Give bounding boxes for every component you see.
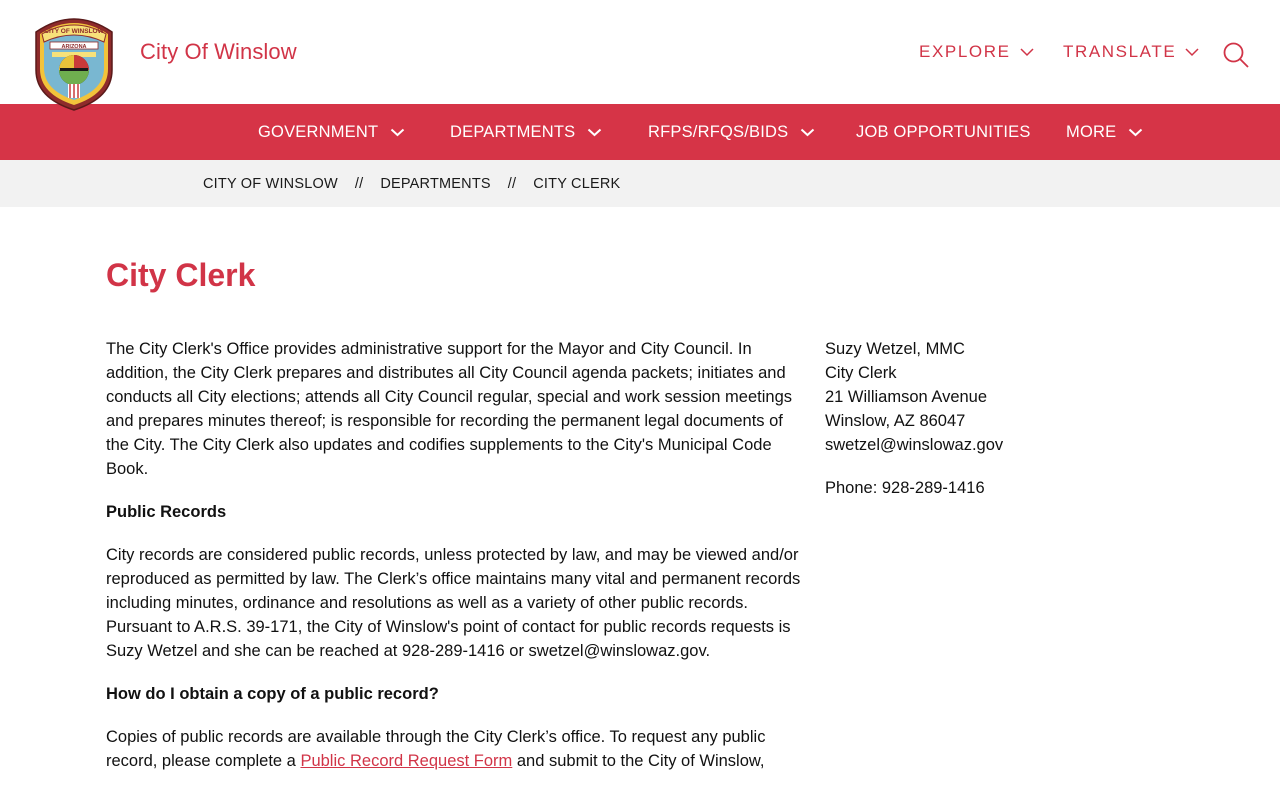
breadcrumb-separator: // — [507, 175, 517, 192]
nav-item-label: JOB OPPORTUNITIES — [856, 122, 1031, 141]
public-records-paragraph: City records are considered public records, unless protected by law, and may be viewed and/or reproduced as permitted by law. The Clerk’s office maintains many vital and permanent records including minutes, ordinance and resolutions as well as a variety of other public records. Pursuant to A.R.S. 39-171, the City of Winslow's point of contact for public records requests is Suzy Wetzel and she can be reached at 928-289-1416 or swetzel@winslowaz.gov. — [106, 546, 801, 660]
site-title-link[interactable]: City Of Winslow — [140, 39, 297, 64]
breadcrumb-departments-link[interactable]: DEPARTMENTS — [380, 175, 491, 192]
search-icon[interactable] — [1222, 41, 1250, 69]
explore-menu[interactable] — [919, 42, 1034, 62]
breadcrumb-bar — [0, 160, 1280, 207]
intro-paragraph: The City Clerk's Office provides administrative support for the Mayor and City Council. In addition, the City Clerk prepares and distributes all City Council agenda packets; initiates and conducts all City elections; attends all City Council regular, special and work session meetings and prepares minutes thereof; is responsible for recording the permanent legal documents of the City. The City Clerk also updates and codifies supplements to the City's Municipal Code Book. — [106, 340, 792, 478]
chevron-down-icon — [587, 128, 602, 137]
obtain-record-heading: How do I obtain a copy of a public record? — [106, 685, 439, 703]
obtain-text-before: Copies of public records are available through the City Clerk’s office. To request any public record, please complete a — [106, 728, 766, 770]
city-seal-logo[interactable] — [30, 12, 118, 112]
nav-item-more[interactable] — [1066, 104, 1143, 160]
chevron-down-icon — [1128, 128, 1143, 137]
chevron-down-icon — [390, 128, 405, 137]
chevron-down-icon — [1185, 48, 1199, 57]
page-title: City Clerk — [106, 257, 256, 293]
nav-item-departments[interactable] — [450, 104, 602, 160]
logo-text-top: CITY OF WINSLOW — [44, 28, 104, 35]
translate-label: TRANSLATE — [1063, 42, 1177, 61]
nav-item-label: MORE — [1066, 122, 1117, 141]
contact-sidebar — [825, 337, 1125, 500]
nav-item-label: GOVERNMENT — [258, 122, 379, 141]
nav-item-job-opportunities[interactable] — [856, 104, 1031, 160]
nav-item-rfps[interactable] — [648, 104, 815, 160]
contact-address-line1: 21 Williamson Avenue — [825, 388, 988, 406]
contact-email[interactable]: swetzel@winslowaz.gov — [825, 436, 1004, 454]
contact-address-line2: Winslow, AZ 86047 — [825, 412, 966, 430]
site-header — [0, 0, 1280, 104]
chevron-down-icon — [1020, 48, 1034, 57]
chevron-down-icon — [800, 128, 815, 137]
translate-menu[interactable] — [1063, 42, 1199, 62]
breadcrumb-home-link[interactable]: CITY OF WINSLOW — [203, 175, 338, 192]
breadcrumb-separator: // — [354, 175, 364, 192]
nav-item-label: RFPS/RFQS/BIDS — [648, 122, 789, 141]
main-nav — [0, 104, 1280, 160]
nav-item-label: DEPARTMENTS — [450, 122, 576, 141]
public-records-heading: Public Records — [106, 503, 227, 521]
contact-title: City Clerk — [825, 364, 897, 382]
main-content — [106, 337, 810, 792]
breadcrumb — [203, 160, 620, 207]
breadcrumb-current: CITY CLERK — [533, 175, 621, 192]
contact-name: Suzy Wetzel, MMC — [825, 340, 965, 358]
obtain-text-after: and submit to the City of Winslow, — [512, 752, 765, 770]
obtain-record-paragraph — [106, 725, 810, 773]
explore-label: EXPLORE — [919, 42, 1011, 61]
public-record-request-form-link[interactable]: Public Record Request Form — [300, 752, 513, 770]
nav-item-government[interactable] — [258, 104, 405, 160]
logo-text-banner: ARIZONA — [61, 44, 87, 50]
contact-phone: Phone: 928-289-1416 — [825, 479, 985, 497]
